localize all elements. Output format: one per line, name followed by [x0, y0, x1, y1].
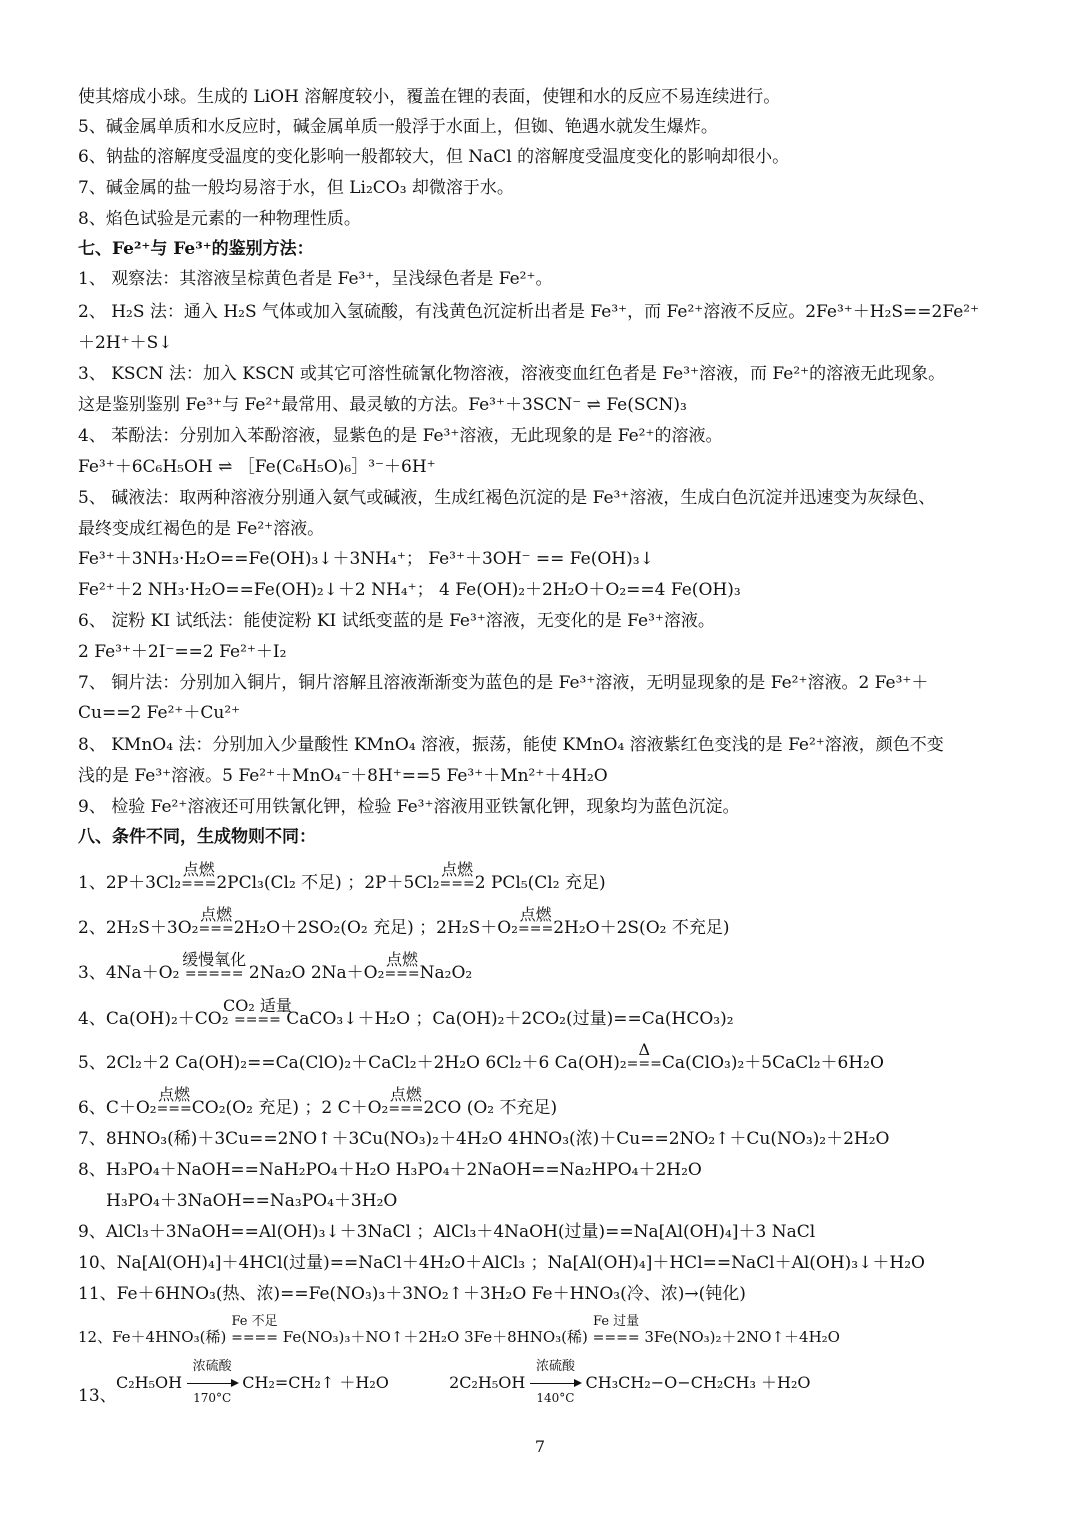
reaction-13-number: 13、 [78, 1386, 117, 1406]
text-line: 浅的是 Fe³⁺溶液。5 Fe²⁺＋MnO₄⁻＋8H⁺==5 Fe³⁺＋Mn²⁺＋4H₂O [78, 766, 608, 786]
reaction-10: 10、Na[Al(OH)₄]＋4HCl(过量)==NaCl＋4H₂O＋AlCl₃ ；Na[Al(OH)₄]＋HCl==NaCl＋Al(OH)₃↓＋H₂O [78, 1253, 925, 1273]
text-line: 2、 H₂S 法：通入 H₂S 气体或加入氢硫酸，有浅黄色沉淀析出者是 Fe³⁺，而 Fe²⁺溶液不反应。2Fe³⁺＋H₂S==2Fe²⁺ [78, 302, 980, 322]
text-line: 9、 检验 Fe²⁺溶液还可用铁氰化钾，检验 Fe³⁺溶液用亚铁氰化钾，现象均为蓝色沉淀。 [78, 797, 740, 817]
text-line: 5、 碱液法：取两种溶液分别通入氨气或碱液，生成红褐色沉淀的是 Fe³⁺溶液，生成白色沉淀并迅速变为灰绿色、 [78, 488, 936, 508]
condition-arrow: 点燃 === [439, 860, 475, 892]
reaction-5: 5、2Cl₂＋2 Ca(OH)₂==Ca(ClO)₂＋CaCl₂＋2H₂O 6Cl₂＋6 Ca(OH)₂ Δ ===Ca(ClO₃)₂＋5CaCl₂＋6H₂O [78, 1040, 884, 1073]
text-line: Fe³⁺＋3NH₃·H₂O==Fe(OH)₃↓＋3NH₄⁺； Fe³⁺＋3OH⁻ == Fe(OH)₃↓ [78, 549, 654, 569]
reaction-11: 11、Fe＋6HNO₃(热、浓)==Fe(NO₃)₃＋3NO₂↑＋3H₂O Fe＋HNO₃(冷、浓)→(钝化) [78, 1284, 746, 1304]
condition-arrow: 点燃 === [181, 860, 217, 892]
reaction-8-cont: H₃PO₄＋3NaOH==Na₃PO₄＋3H₂O [106, 1191, 398, 1211]
text-line: 8、焰色试验是元素的一种物理性质。 [78, 209, 361, 229]
right-arrow-icon: 浓硫酸 140°C [530, 1383, 580, 1384]
text-line: 8、 KMnO₄ 法：分别加入少量酸性 KMnO₄ 溶液，振荡，能使 KMnO₄ 溶液紫红色变浅的是 Fe²⁺溶液，颜色不变 [78, 735, 944, 755]
reaction-8: 8、H₃PO₄＋NaOH==NaH₂PO₄＋H₂O H₃PO₄＋2NaOH==Na₂HPO₄＋2H₂O [78, 1160, 702, 1180]
text-line: 3、 KSCN 法：加入 KSCN 或其它可溶性硫氰化物溶液，溶液变血红色者是 Fe³⁺溶液，而 Fe²⁺的溶液无此现象。 [78, 364, 946, 384]
reaction-13: C₂H₅OH 浓硫酸 170°C CH₂=CH₂↑ ＋H₂O 2C₂H₅OH 浓硫酸 140°C CH₃CH₂−O−CH₂CH₃ ＋H₂O [116, 1359, 811, 1405]
condition-arrow: 点燃 === [388, 1085, 424, 1117]
text-line: Fe²⁺＋2 NH₃·H₂O==Fe(OH)₂↓＋2 NH₄⁺； 4 Fe(OH)₂＋2H₂O＋O₂==4 Fe(OH)₃ [78, 580, 741, 600]
reaction-7: 7、8HNO₃(稀)＋3Cu==2NO↑＋3Cu(NO₃)₂＋4H₂O 4HNO₃(浓)＋Cu==2NO₂↑＋Cu(NO₃)₂＋2H₂O [78, 1129, 890, 1149]
section-heading-7: 七、Fe²⁺与 Fe³⁺的鉴别方法： [78, 239, 314, 259]
text-line: ＋2H⁺＋S↓ [78, 333, 173, 353]
reaction-9: 9、AlCl₃＋3NaOH==Al(OH)₃↓＋3NaCl ；AlCl₃＋4NaOH(过量)==Na[Al(OH)₄]＋3 NaCl [78, 1222, 816, 1242]
reaction-4: 4、Ca(OH)₂＋CO₂ CO₂ 适量 ==== CaCO₃↓＋H₂O ；Ca(OH)₂＋2CO₂(过量)==Ca(HCO₃)₂ [78, 996, 734, 1029]
condition-arrow: 点燃 === [198, 905, 234, 937]
condition-arrow: Δ === [626, 1040, 662, 1072]
text-line: 5、碱金属单质和水反应时，碱金属单质一般浮于水面上，但铷、铯遇水就发生爆炸。 [78, 117, 718, 137]
text-line: 7、 铜片法：分别加入铜片，铜片溶解且溶液渐渐变为蓝色的是 Fe³⁺溶液，无明显现象的是 Fe²⁺溶液。2 Fe³⁺＋ [78, 673, 929, 693]
text-line: 这是鉴别鉴别 Fe³⁺与 Fe²⁺最常用、最灵敏的方法。Fe³⁺＋3SCN⁻ ⇌ Fe(SCN)₃ [78, 395, 687, 415]
condition-arrow: 点燃 === [156, 1085, 192, 1117]
condition-arrow: 点燃 === [518, 905, 554, 937]
reaction-3: 3、4Na＋O₂ 缓慢氧化 ===== 2Na₂O 2Na＋O₂ 点燃 ===Na₂O₂ [78, 950, 473, 983]
reaction-12: 12、Fe＋4HNO₃(稀) Fe 不足 ==== Fe(NO₃)₃＋NO↑＋2H₂O 3Fe＋8HNO₃(稀) Fe 过量 ==== 3Fe(NO₃)₂＋2NO↑＋4H₂O [78, 1326, 1010, 1349]
reaction-2: 2、2H₂S＋3O₂ 点燃 ===2H₂O＋2SO₂(O₂ 充足) ；2H₂S＋O₂ 点燃 ===2H₂O＋2S(O₂ 不充足) [78, 905, 730, 938]
text-line: 7、碱金属的盐一般均易溶于水，但 Li₂CO₃ 却微溶于水。 [78, 178, 514, 198]
text-line: 6、钠盐的溶解度受温度的变化影响一般都较大，但 NaCl 的溶解度受温度变化的影响却很小。 [78, 147, 790, 167]
page-number: 7 [534, 1437, 546, 1456]
condition-arrow: CO₂ 适量 ==== [222, 996, 292, 1028]
condition-arrow: 缓慢氧化 ===== [182, 950, 247, 982]
text-line: 1、 观察法：其溶液呈棕黄色者是 Fe³⁺，呈浅绿色者是 Fe²⁺。 [78, 269, 553, 289]
reaction-6: 6、C＋O₂ 点燃 ===CO₂(O₂ 充足) ；2 C＋O₂ 点燃 ===2CO (O₂ 不充足) [78, 1085, 558, 1118]
text-line: Cu==2 Fe²⁺＋Cu²⁺ [78, 703, 241, 723]
text-line: 6、 淀粉 KI 试纸法：能使淀粉 KI 试纸变蓝的是 Fe³⁺溶液，无变化的是 Fe³⁺溶液。 [78, 611, 715, 631]
text-line: 使其熔成小球。生成的 LiOH 溶解度较小，覆盖在锂的表面，使锂和水的反应不易连续进行。 [78, 87, 781, 107]
section-heading-8: 八、条件不同，生成物则不同： [78, 827, 316, 847]
text-line: Fe³⁺＋6C₆H₅OH ⇌ ［Fe(C₆H₅O)₆］³⁻＋6H⁺ [78, 457, 436, 477]
right-arrow-icon: 浓硫酸 170°C [187, 1383, 237, 1384]
condition-arrow: 点燃 === [384, 950, 420, 982]
condition-arrow: Fe 不足 ==== [231, 1314, 279, 1346]
text-line: 2 Fe³⁺＋2I⁻==2 Fe²⁺＋I₂ [78, 642, 287, 662]
reaction-1: 1、2P＋3Cl₂ 点燃 ===2PCl₃(Cl₂ 不足) ；2P＋5Cl₂ 点燃 ===2 PCl₅(Cl₂ 充足) [78, 860, 606, 893]
text-line: 4、 苯酚法：分别加入苯酚溶液，显紫色的是 Fe³⁺溶液，无此现象的是 Fe²⁺的溶液。 [78, 426, 723, 446]
condition-arrow: Fe 过量 ==== [592, 1314, 640, 1346]
text-line: 最终变成红褐色的是 Fe²⁺溶液。 [78, 519, 325, 539]
